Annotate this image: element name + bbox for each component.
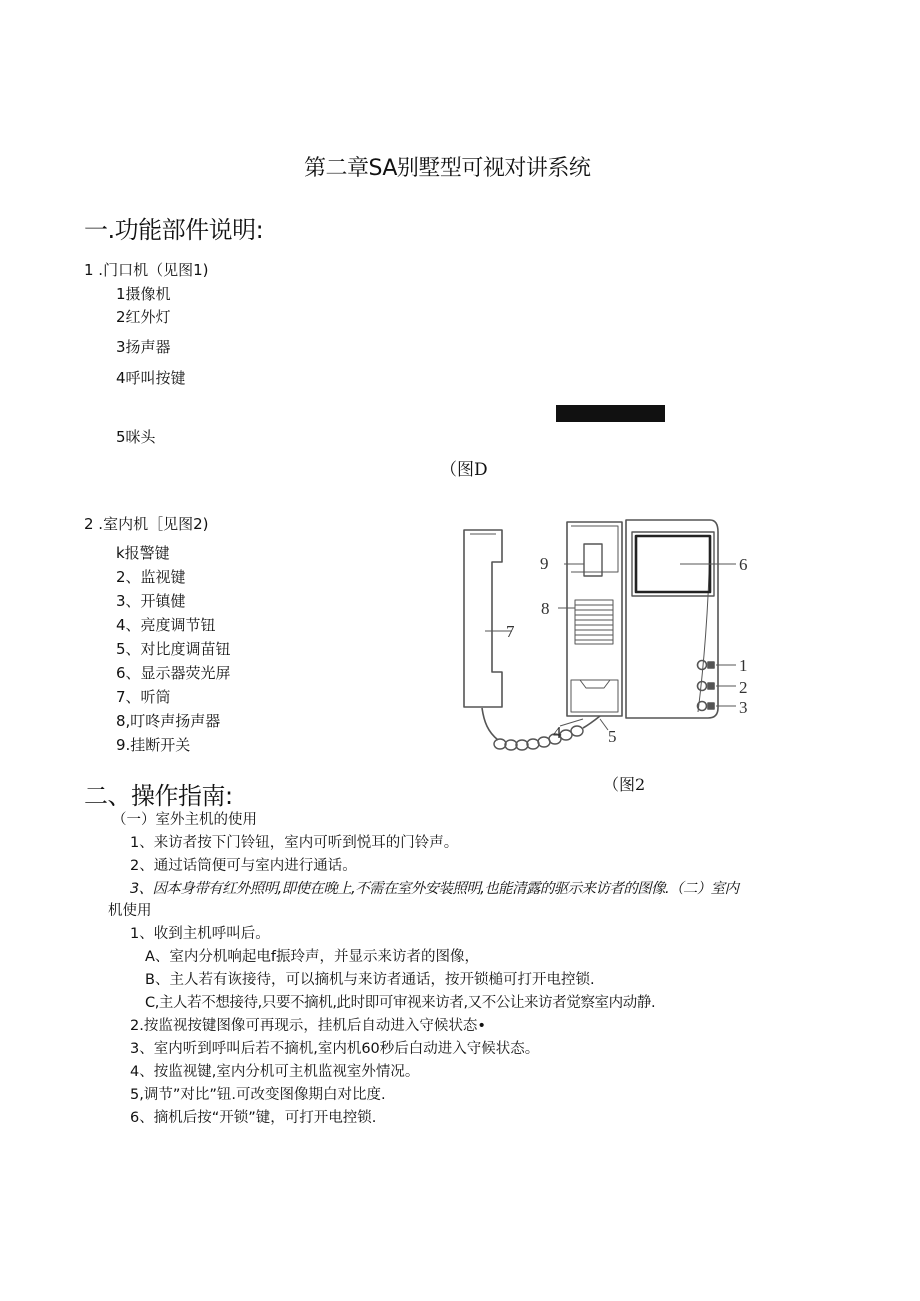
section1-heading: 一.功能部件说明: [84,216,264,244]
body-line: 1、收到主机呼叫后。 [130,926,270,942]
body-line: 1、来访者按下门铃钮，室内可听到悦耳的门铃声。 [130,835,459,851]
indoor-unit-item: 6、显示器荧光屏 [116,664,231,682]
callout-label: 9 [540,554,549,573]
figure2-caption: （图2 [603,775,646,794]
door-unit-item: 2红外灯 [116,308,171,326]
figure2-indoor-unit-diagram [440,512,780,762]
coiled-cord [482,708,498,740]
body-line: 5,调节”对比”钮.可改变图像期白对比度. [130,1087,386,1103]
body-line: 机使用 [108,903,152,919]
section2-heading: 二、操作指南: [84,782,233,810]
figure1-redaction-bar [556,405,665,422]
body-line: A、室内分机响起电f振玲声，并显示来访者的图像， [145,949,480,965]
subsection-heading: （一）室外主机的使用 [112,812,257,828]
door-unit-item: 3扬声器 [116,338,171,356]
body-line: 2.按监视按键图像可再现示，挂机后自动进入守候状态• [130,1018,486,1034]
indoor-unit-label: 2 .室内机［见图2) [84,515,209,533]
body-line: 2、通过话筒便可与室内进行通话。 [130,858,357,874]
door-unit-item: 1摄像机 [116,285,171,303]
door-unit-item: 5咪头 [116,428,156,446]
monitor-button [698,682,707,691]
body-line: 4、按监视键,室内分机可主机监视室外情况。 [130,1064,420,1080]
door-unit-label: 1 .门口机（见图1) [84,261,209,279]
body-line: 6、摘机后按“开锁”键，可打开电控锁. [130,1110,377,1126]
callout-label: 5 [608,727,617,746]
ringer-speaker-grille [575,600,613,644]
indoor-unit-item: 3、开镇健 [116,592,186,610]
indoor-unit-item: k报警键 [116,544,170,562]
indoor-unit-item: 5、对比度调苗钮 [116,640,231,658]
indoor-unit-item: 7、听筒 [116,688,171,706]
callout-label: 8 [541,599,550,618]
body-line: B、主人若有诙接待，可以摘机与来访者通话，按开锁槌可打开电控锁. [145,972,595,988]
handset-outline [464,530,502,707]
indoor-unit-item: 9.挂断开关 [116,736,191,754]
callout-label: 4 [553,723,562,742]
alarm-button [698,661,707,670]
indoor-unit-item: 2、监视键 [116,568,186,586]
figure1-caption: （图D [440,460,488,480]
hook-switch [584,544,602,576]
body-line: C,主人若不想接待,只要不摘机,此时即可审视来访者,又不公让来访者觉察室内动静. [145,995,656,1011]
callout-label: 7 [506,622,515,641]
callout-label: 1 [739,656,748,675]
body-line: 3、室内听到呼叫后若不摘机,室内机60秒后白动进入守候状态。 [130,1041,540,1057]
callout-label: 3 [739,698,748,717]
callout-label: 2 [739,678,748,697]
indoor-unit-item: 8,叮咚声扬声器 [116,712,221,730]
callout-label: 6 [739,555,748,574]
body-line: 3、因本身带有红外照明,即使在晚上,不需在室外安装照明,也能清露的驱示来访者的图像.（二）室内 [130,881,739,897]
monitor-body [626,520,718,718]
door-unit-item: 4呼叫按键 [116,369,186,387]
indoor-unit-item: 4、亮度调节钮 [116,616,216,634]
page-title: 第二章SA别墅型可视对讲系统 [304,156,591,181]
